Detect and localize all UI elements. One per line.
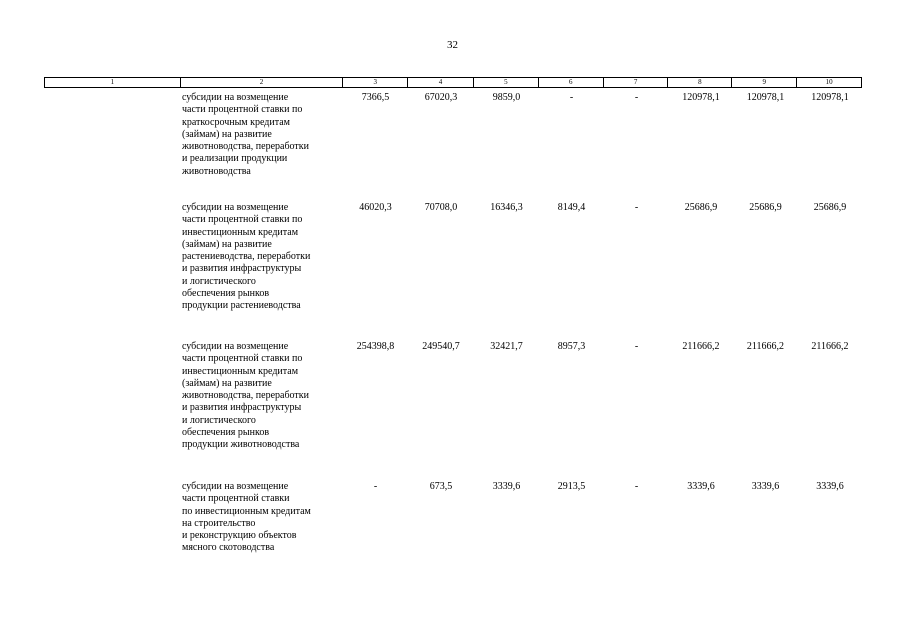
value-cell: 3339,6 xyxy=(816,481,844,492)
value-cell: - xyxy=(634,92,639,103)
page-number: 32 xyxy=(447,39,458,51)
description-line: инвестиционным кредитам xyxy=(182,226,299,238)
column-header-4: 4 xyxy=(408,78,474,87)
value-cell: 211666,2 xyxy=(682,341,720,352)
column-header-9: 9 xyxy=(732,78,797,87)
table-header-row xyxy=(44,77,862,88)
description-line: по инвестиционным кредитам xyxy=(182,505,311,517)
column-header-10: 10 xyxy=(825,78,833,86)
description-line: (займам) на развитие xyxy=(182,128,272,140)
description-line: части процентной ставки xyxy=(182,493,290,505)
column-header-2: 2 xyxy=(181,78,344,87)
description-line: части процентной ставки по xyxy=(182,104,303,116)
value-cell: 673,5 xyxy=(429,481,453,492)
value-cell: 211666,2 xyxy=(811,341,849,352)
value-cell: 3339,6 xyxy=(687,481,715,492)
value-cell: 3339,6 xyxy=(492,481,521,492)
value-cell: 8149,4 xyxy=(557,202,586,213)
value-cell: 3339,6 xyxy=(751,481,780,492)
column-header-8: 8 xyxy=(668,78,732,87)
description-line: на строительство xyxy=(182,517,256,529)
value-cell: 25686,9 xyxy=(749,202,782,213)
description-line: мясного скотоводства xyxy=(182,542,275,554)
value-cell: 120978,1 xyxy=(682,92,720,103)
value-cell: 70708,0 xyxy=(424,202,458,213)
value-cell: 2913,5 xyxy=(557,481,586,492)
description-line: растениеводства, переработки xyxy=(182,251,311,263)
value-cell: 254398,8 xyxy=(356,341,395,352)
description-line: и реконструкцию объектов xyxy=(182,530,297,542)
description-line: животноводства xyxy=(182,165,251,177)
description-line: животноводства, переработки xyxy=(182,141,309,153)
column-header-3: 3 xyxy=(343,78,408,87)
value-cell: 67020,3 xyxy=(424,92,458,103)
table-cell-empty xyxy=(44,92,180,178)
value-cell: 8957,3 xyxy=(557,341,586,352)
description-line: субсидии на возмещение xyxy=(182,341,289,352)
description-line: субсидии на возмещение xyxy=(182,481,289,492)
value-cell: 25686,9 xyxy=(684,202,718,213)
table-row xyxy=(44,481,862,555)
row-description xyxy=(180,481,343,555)
table-cell-empty xyxy=(44,341,180,452)
description-line: субсидии на возмещение xyxy=(182,92,289,103)
value-cell: 16346,3 xyxy=(490,202,523,213)
description-line: (займам) на развитие xyxy=(182,238,272,250)
column-header-7: 7 xyxy=(604,78,669,87)
value-cell: 249540,7 xyxy=(422,341,460,352)
description-line: продукции животноводства xyxy=(182,439,300,451)
description-line: и развития инфраструктуры xyxy=(182,402,302,414)
value-cell: 25686,9 xyxy=(813,202,847,213)
value-cell: - xyxy=(634,202,639,213)
description-line: и реализации продукции xyxy=(182,153,288,165)
description-line: продукции растениеводства xyxy=(182,300,301,312)
column-header-1: 1 xyxy=(45,78,181,87)
value-cell: - xyxy=(634,341,639,352)
description-line: обеспечения рынков xyxy=(182,288,270,300)
value-cell: 32421,7 xyxy=(490,341,523,352)
value-cell: 120978,1 xyxy=(746,92,785,103)
table-row xyxy=(44,92,862,178)
table-cell-empty xyxy=(44,202,180,313)
table-cell-empty xyxy=(44,481,180,555)
table-row xyxy=(44,202,862,313)
description-line: (займам) на развитие xyxy=(182,377,272,389)
description-line: краткосрочным кредитам xyxy=(182,116,290,128)
value-cell: 211666,2 xyxy=(746,341,785,352)
row-description xyxy=(180,92,343,178)
value-cell: - xyxy=(569,92,574,103)
value-cell: 7366,5 xyxy=(361,92,390,103)
description-line: субсидии на возмещение xyxy=(182,202,289,213)
row-description xyxy=(180,202,343,313)
description-line: инвестиционным кредитам xyxy=(182,365,299,377)
column-header-6: 6 xyxy=(539,78,604,87)
value-cell: - xyxy=(373,481,378,492)
column-header-5: 5 xyxy=(474,78,539,87)
row-description xyxy=(180,341,343,452)
description-line: и развития инфраструктуры xyxy=(182,263,302,275)
value-cell: 46020,3 xyxy=(359,202,392,213)
description-line: обеспечения рынков xyxy=(182,427,270,439)
description-line: части процентной ставки по xyxy=(182,353,303,365)
description-line: и логистического xyxy=(182,275,256,287)
table-row xyxy=(44,341,862,452)
description-line: части процентной ставки по xyxy=(182,214,303,226)
value-cell: 9859,0 xyxy=(492,92,521,103)
description-line: и логистического xyxy=(182,414,256,426)
value-cell: 120978,1 xyxy=(811,92,849,103)
description-line: животноводства, переработки xyxy=(182,390,309,402)
value-cell: - xyxy=(634,481,639,492)
